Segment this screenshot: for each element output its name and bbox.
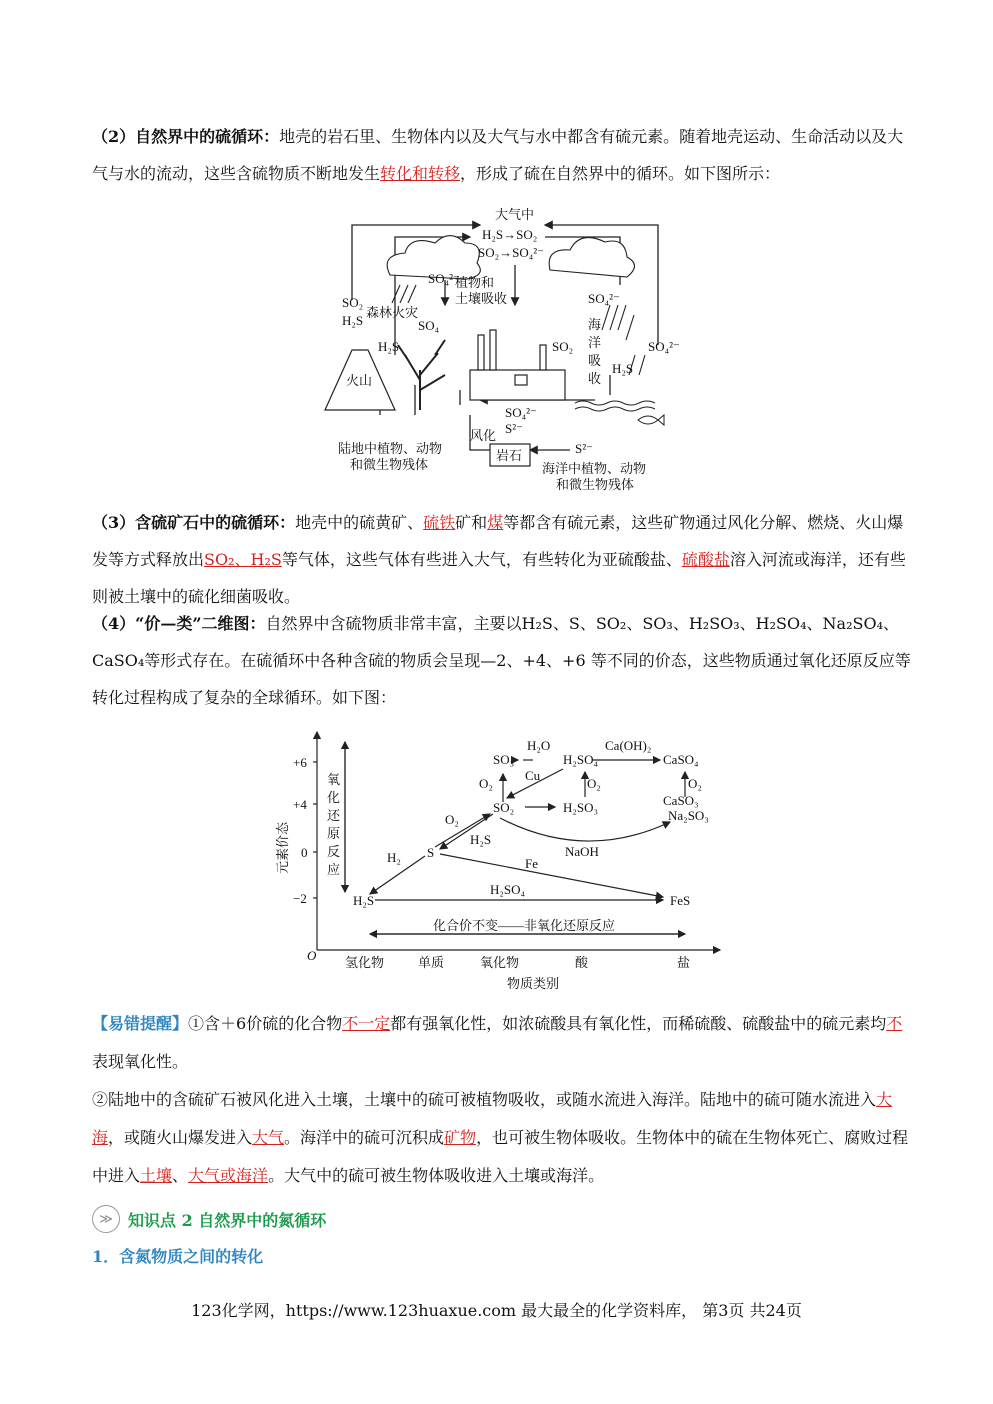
edge-h2so4: H₂SO₄: [490, 882, 526, 897]
highlight-answer: 大气或海洋: [188, 1166, 269, 1185]
edge-o2-c: O₂: [688, 776, 702, 791]
highlight-answer: 不: [886, 1014, 903, 1033]
label-so4-far-right: SO₄²⁻: [648, 339, 680, 354]
species-h2so4: H₂SO₄: [563, 752, 599, 767]
paragraph-valence-class: [92, 605, 912, 716]
label-h2s-sea: H₂S: [612, 361, 634, 376]
label-so4-top: SO₄²⁻: [428, 271, 460, 286]
highlight-answer: 不一定: [342, 1014, 391, 1033]
label-h2s-volcano: H₂S: [378, 339, 400, 354]
label-weathering: 风化: [470, 428, 497, 443]
page-footer: 123化学网，https://www.123huaxue.com 最大最全的化学资料库， 第3页 共24页: [191, 1301, 802, 1320]
redox-label-3: 还: [327, 808, 341, 823]
paragraph-sulfur-cycle: [92, 118, 912, 192]
species-s: S: [427, 845, 435, 860]
redox-label-4: 原: [327, 826, 341, 841]
edge-fe: Fe: [525, 856, 538, 871]
edge-o2-d: O₂: [445, 812, 459, 827]
section-title: [92, 1238, 912, 1275]
highlight-answer: 硫铁: [423, 513, 456, 532]
redox-label-2: 化: [327, 790, 341, 805]
species-so2: SO₂: [493, 800, 515, 815]
section-title-text: 1．含氮物质之间的转化: [92, 1247, 264, 1266]
label-so4-mid: SO₄: [418, 318, 440, 333]
label-sea-absorb-3: 吸: [588, 353, 602, 368]
species-so3: SO₃: [493, 752, 515, 767]
label-sea-absorb-2: 洋: [588, 335, 602, 350]
non-redox-label: 化合价不变——非氧化还原反应: [433, 918, 616, 933]
label-so4-right: SO₄²⁻: [588, 291, 620, 306]
y-axis-label: 元素价态: [275, 821, 290, 874]
paragraph-label: （4）“价—类”二维图：: [92, 614, 266, 633]
edge-h2s: H₂S: [470, 832, 492, 847]
cloud-icon: [549, 238, 634, 278]
highlight-answer: 矿物: [444, 1128, 477, 1147]
label-sea-absorb-1: 海: [588, 317, 602, 332]
label-forest-fire: 森林火灾: [366, 305, 419, 320]
paragraph-text: 地壳中的硫黄矿、: [295, 513, 424, 532]
error-tip: [92, 1005, 912, 1081]
error-tip-2: [92, 1081, 912, 1195]
y-tick-plus6: +6: [293, 755, 307, 770]
label-rock: 岩石: [496, 448, 523, 463]
label-sea-bio-1: 海洋中植物、动物: [542, 461, 647, 476]
redox-label-6: 应: [327, 862, 341, 877]
paragraph-text: 地壳的岩石里、生物体内以及大气与水中都含有硫元素。随着地壳运动、生命活动以及大气与水的流动，这些含硫物质不断地发生: [92, 127, 904, 183]
label-volcano: 火山: [346, 373, 373, 388]
label-s2-bottom: S²⁻: [505, 421, 523, 436]
label-so4-bottom: SO₄²⁻: [505, 405, 537, 420]
paragraph-label: （2）自然界中的硫循环：: [92, 127, 280, 146]
label-plant-absorb-1: 植物和: [455, 275, 495, 290]
edge-o2-a: O₂: [479, 776, 493, 791]
label-sea-bio-2: 和微生物残体: [556, 477, 635, 492]
species-na2so3: Na₂SO₃: [668, 808, 709, 823]
edge-o2-b: O₂: [587, 776, 601, 791]
y-tick-plus4: +4: [293, 797, 307, 812]
valence-class-diagram: [275, 722, 725, 997]
label-so2-factory: SO₂: [552, 339, 574, 354]
tip-text: 。大气中的硫可被生物体吸收进入土壤或海洋。: [268, 1166, 605, 1185]
label-sea-absorb-4: 收: [588, 371, 602, 386]
paragraph-label: （3）含硫矿石中的硫循环：: [92, 513, 296, 532]
paragraph-ore-cycle: [92, 504, 912, 615]
tip-text: ，也可被生物体吸收。生物体中的硫在生物体死亡、腐败过程中进入: [92, 1128, 909, 1185]
edge-cu: Cu: [525, 768, 541, 783]
y-tick-zero: 0: [301, 845, 308, 860]
species-fes: FeS: [670, 893, 691, 908]
paragraph-text: 矿和: [455, 513, 488, 532]
edge-caoh2: Ca(OH)₂: [605, 738, 652, 753]
edge-h2o: H₂O: [527, 738, 551, 753]
paragraph-text: ，形成了硫在自然界中的循环。如下图所示：: [460, 164, 781, 183]
label-atmosphere: 大气中: [495, 207, 535, 222]
tip-text: 、: [172, 1166, 189, 1185]
origin-label: O: [307, 948, 317, 963]
tip-text: ①含＋6价硫的化合物: [188, 1014, 343, 1033]
highlight-answer: 转化和转移: [380, 164, 461, 183]
highlight-answer: 大海: [92, 1090, 893, 1147]
edge-naoh: NaOH: [565, 844, 599, 859]
x-tick-salt: 盐: [677, 955, 691, 970]
sulfur-cycle-figure: [320, 205, 690, 495]
x-tick-element: 单质: [418, 955, 445, 970]
tip-label: 【易错提醒】: [92, 1014, 189, 1033]
paragraph-text: 自然界中含硫物质非常丰富，主要以H₂S、S、SO₂、SO₃、H₂SO₃、H₂SO₄、Na₂SO₄、CaSO₄等形式存在。在硫循环中各种含硫的物质会呈现—2、+4、+6 等不同的价态，这些物质通过氧化还原反应等转化过程构成了复杂的全球循环。如下图：: [92, 614, 911, 707]
redox-label-5: 反: [327, 844, 341, 859]
x-tick-acid: 酸: [575, 955, 589, 970]
paragraph-text: 等都含有硫元素，这些矿物通过风化分解、燃烧、火山爆发等方式释放出: [92, 513, 904, 569]
fish-icon: [638, 415, 664, 425]
knowledge-point-header: [92, 1203, 326, 1235]
species-h2so3: H₂SO₃: [563, 800, 599, 815]
tip-text: 都有强氧化性，如浓硫酸具有氧化性，而稀硫酸、硫酸盐中的硫元素均: [390, 1014, 887, 1033]
tip-text: ②陆地中的含硫矿石被风化进入土壤，土壤中的硫可被植物吸收，或随水流进入海洋。陆地中的硫可随水流进入: [92, 1090, 877, 1109]
species-h2s: H₂S: [353, 893, 375, 908]
label-s2-right: S²⁻: [575, 441, 593, 456]
label-plant-absorb-2: 土壤吸收: [455, 291, 508, 306]
label-h2s-so2: H₂S→SO₂: [482, 227, 538, 242]
edge-h2: H₂: [387, 850, 401, 865]
label-land-bio-2: 和微生物残体: [350, 457, 429, 472]
x-axis-label: 物质类别: [507, 976, 560, 991]
label-so2-so4: SO₂→SO₄²⁻: [478, 245, 545, 260]
knowledge-point-title: 知识点 2 自然界中的氮循环: [128, 1210, 327, 1230]
label-h2s-left: H₂S: [342, 313, 364, 328]
sea-waves: [575, 401, 655, 411]
species-caso3: CaSO₃: [663, 793, 699, 808]
label-so2-left: SO₂: [342, 295, 364, 310]
highlight-answer: 大气: [252, 1128, 285, 1147]
x-tick-oxide: 氧化物: [480, 955, 520, 970]
y-tick-minus2: −2: [293, 891, 307, 906]
highlight-answer: 硫酸盐: [681, 550, 730, 569]
x-tick-hydride: 氢化物: [345, 955, 385, 970]
tip-text: ，或随火山爆发进入: [108, 1128, 253, 1147]
label-land-bio-1: 陆地中植物、动物: [338, 441, 443, 456]
highlight-answer: SO₂、H₂S: [204, 550, 282, 569]
tip-text: 。海洋中的硫可沉积成: [284, 1128, 445, 1147]
species-caso4: CaSO₄: [663, 752, 699, 767]
highlight-answer: 土壤: [140, 1166, 173, 1185]
highlight-answer: 煤: [487, 513, 504, 532]
redox-label-1: 氧: [327, 772, 341, 787]
paragraph-text: 溶入河流或海洋，还有些则被土壤中的硫化细菌吸收。: [92, 550, 906, 606]
factory-icon: [470, 330, 565, 400]
tree-icon: [398, 340, 445, 410]
paragraph-text: 等气体，这些气体有些进入大气，有些转化为亚硫酸盐、: [281, 550, 682, 569]
chevron-right-icon: ≫: [92, 1205, 120, 1233]
tip-text: 表现氧化性。: [92, 1052, 189, 1071]
